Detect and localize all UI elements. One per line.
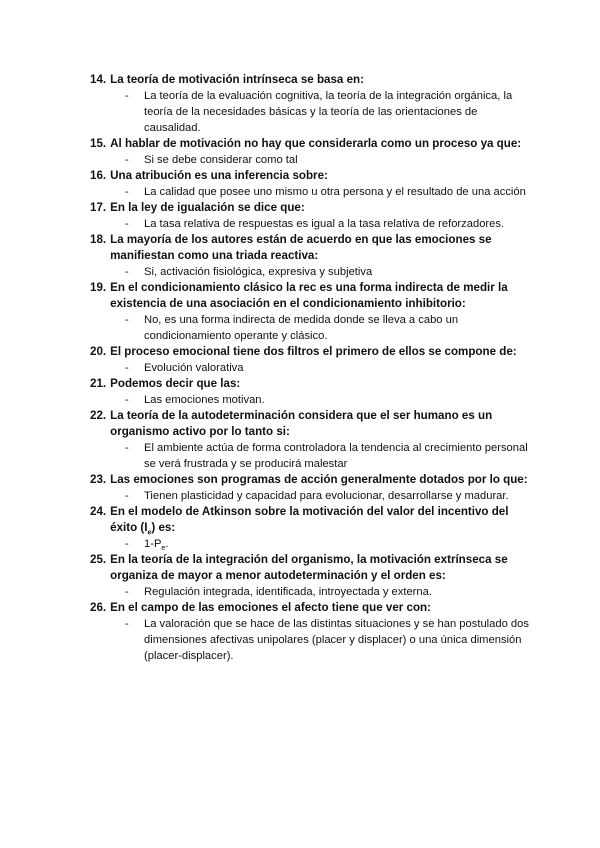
question-number: 19. bbox=[90, 281, 107, 294]
dash-bullet: - bbox=[125, 314, 129, 326]
question-text: En la ley de igualación se dice que: bbox=[110, 201, 305, 214]
dash-bullet: - bbox=[125, 586, 129, 598]
question-title bbox=[90, 376, 530, 392]
answer bbox=[125, 488, 530, 504]
subscript-e: e bbox=[147, 529, 152, 537]
answer-text: Si se debe considerar como tal bbox=[144, 154, 298, 166]
question-number: 23. bbox=[90, 473, 107, 486]
question-number: 15. bbox=[90, 137, 107, 150]
dash-bullet: - bbox=[125, 362, 129, 374]
question-text: En el campo de las emociones el afecto tiene que ver con: bbox=[110, 601, 431, 614]
dash-bullet: - bbox=[125, 538, 129, 550]
subscript-e: e bbox=[161, 545, 166, 553]
question-text-main: En el modelo de Atkinson sobre la motivación del valor del incentivo del éxito (I bbox=[110, 505, 509, 534]
answer bbox=[125, 312, 530, 344]
answer-text: La calidad que posee uno mismo u otra persona y el resultado de una acción bbox=[144, 186, 526, 198]
question-number: 22. bbox=[90, 409, 107, 422]
question-title bbox=[90, 344, 530, 360]
dash-bullet: - bbox=[125, 442, 129, 454]
answer-text: Regulación integrada, identificada, introyectada y externa. bbox=[144, 586, 432, 598]
question-item-22 bbox=[90, 408, 530, 472]
answer-text bbox=[144, 536, 530, 552]
answer-text-end: . bbox=[165, 538, 169, 550]
question-text bbox=[110, 504, 530, 536]
question-title bbox=[90, 232, 530, 264]
question-title bbox=[90, 504, 530, 536]
question-text: Las emociones son programas de acción generalmente dotados por lo que: bbox=[110, 473, 528, 486]
answer-text: No, es una forma indirecta de medida donde se lleva a cabo un condicionamiento operante y clásico. bbox=[144, 314, 459, 342]
question-item-19 bbox=[90, 280, 530, 344]
question-title bbox=[90, 72, 530, 88]
question-number: 16. bbox=[90, 169, 107, 182]
question-item-25 bbox=[90, 552, 530, 600]
question-item-26 bbox=[90, 600, 530, 664]
question-text: La teoría de motivación intrínseca se basa en: bbox=[110, 73, 364, 86]
question-number: 24. bbox=[90, 505, 107, 518]
question-number: 26. bbox=[90, 601, 107, 614]
question-text: Podemos decir que las: bbox=[110, 377, 241, 390]
answer bbox=[125, 360, 530, 376]
question-number: 18. bbox=[90, 233, 107, 246]
answer-text: Tienen plasticidad y capacidad para evolucionar, desarrollarse y madurar. bbox=[144, 490, 509, 502]
question-title bbox=[90, 280, 530, 312]
question-item-24 bbox=[90, 504, 530, 552]
question-list bbox=[90, 72, 530, 664]
answer bbox=[125, 152, 530, 168]
question-title bbox=[90, 472, 530, 488]
question-title bbox=[90, 136, 530, 152]
answer-text: Si, activación fisiológica, expresiva y subjetiva bbox=[144, 266, 373, 278]
question-text: La teoría de la autodeterminación considera que el ser humano es un organismo activo por lo tanto si: bbox=[110, 409, 493, 438]
answer-text: La valoración que se hace de las distintas situaciones y se han postulado dos dimensiones afectivas unipolares (placer y displacer) o una única dimensión (placer-displacer). bbox=[144, 618, 529, 662]
question-item-18 bbox=[90, 232, 530, 280]
question-number: 20. bbox=[90, 345, 107, 358]
answer bbox=[125, 616, 530, 664]
question-title bbox=[90, 168, 530, 184]
answer-text: El ambiente actúa de forma controladora la tendencia al crecimiento personal se verá frustrada y se producirá malestar bbox=[144, 442, 528, 470]
question-title bbox=[90, 200, 530, 216]
question-number: 17. bbox=[90, 201, 107, 214]
answer-text: Las emociones motivan. bbox=[144, 394, 265, 406]
answer bbox=[125, 264, 530, 280]
question-title bbox=[90, 408, 530, 440]
question-text-end: ) es: bbox=[151, 521, 176, 534]
question-item-14 bbox=[90, 72, 530, 136]
question-text: La mayoría de los autores están de acuerdo en que las emociones se manifiestan como una triada reactiva: bbox=[110, 233, 492, 262]
dash-bullet: - bbox=[125, 490, 129, 502]
question-number: 21. bbox=[90, 377, 107, 390]
question-text: En la teoría de la integración del organismo, la motivación extrínseca se organiza de mayor a menor autodeterminación y el orden es: bbox=[110, 553, 508, 582]
answer bbox=[125, 440, 530, 472]
answer bbox=[125, 216, 530, 232]
answer bbox=[125, 184, 530, 200]
answer-text-main: 1-P bbox=[144, 538, 162, 550]
answer bbox=[125, 392, 530, 408]
dash-bullet: - bbox=[125, 394, 129, 406]
question-text: Al hablar de motivación no hay que considerarla como un proceso ya que: bbox=[110, 137, 522, 150]
answer bbox=[125, 536, 530, 552]
dash-bullet: - bbox=[125, 186, 129, 198]
question-title bbox=[90, 600, 530, 616]
question-text: Una atribución es una inferencia sobre: bbox=[110, 169, 328, 182]
answer bbox=[125, 584, 530, 600]
dash-bullet: - bbox=[125, 618, 129, 630]
question-text: El proceso emocional tiene dos filtros el primero de ellos se compone de: bbox=[110, 345, 517, 358]
answer bbox=[125, 88, 530, 136]
question-item-20 bbox=[90, 344, 530, 376]
question-item-16 bbox=[90, 168, 530, 200]
question-item-21 bbox=[90, 376, 530, 408]
question-item-15 bbox=[90, 136, 530, 168]
dash-bullet: - bbox=[125, 90, 129, 102]
answer-text: La tasa relativa de respuestas es igual a la tasa relativa de reforzadores. bbox=[144, 218, 505, 230]
question-number: 14. bbox=[90, 73, 107, 86]
question-item-23 bbox=[90, 472, 530, 504]
question-number: 25. bbox=[90, 553, 107, 566]
dash-bullet: - bbox=[125, 218, 129, 230]
answer-text: Evolución valorativa bbox=[144, 362, 244, 374]
dash-bullet: - bbox=[125, 266, 129, 278]
question-text: En el condicionamiento clásico la rec es una forma indirecta de medir la existencia de una asociación en el condicionamiento inhibitorio: bbox=[110, 281, 508, 310]
dash-bullet: - bbox=[125, 154, 129, 166]
question-title bbox=[90, 552, 530, 584]
answer-text: La teoría de la evaluación cognitiva, la teoría de la integración orgánica, la teoría de la necesidades básicas y la teoría de las orientaciones de causalidad. bbox=[144, 90, 513, 134]
question-item-17 bbox=[90, 200, 530, 232]
